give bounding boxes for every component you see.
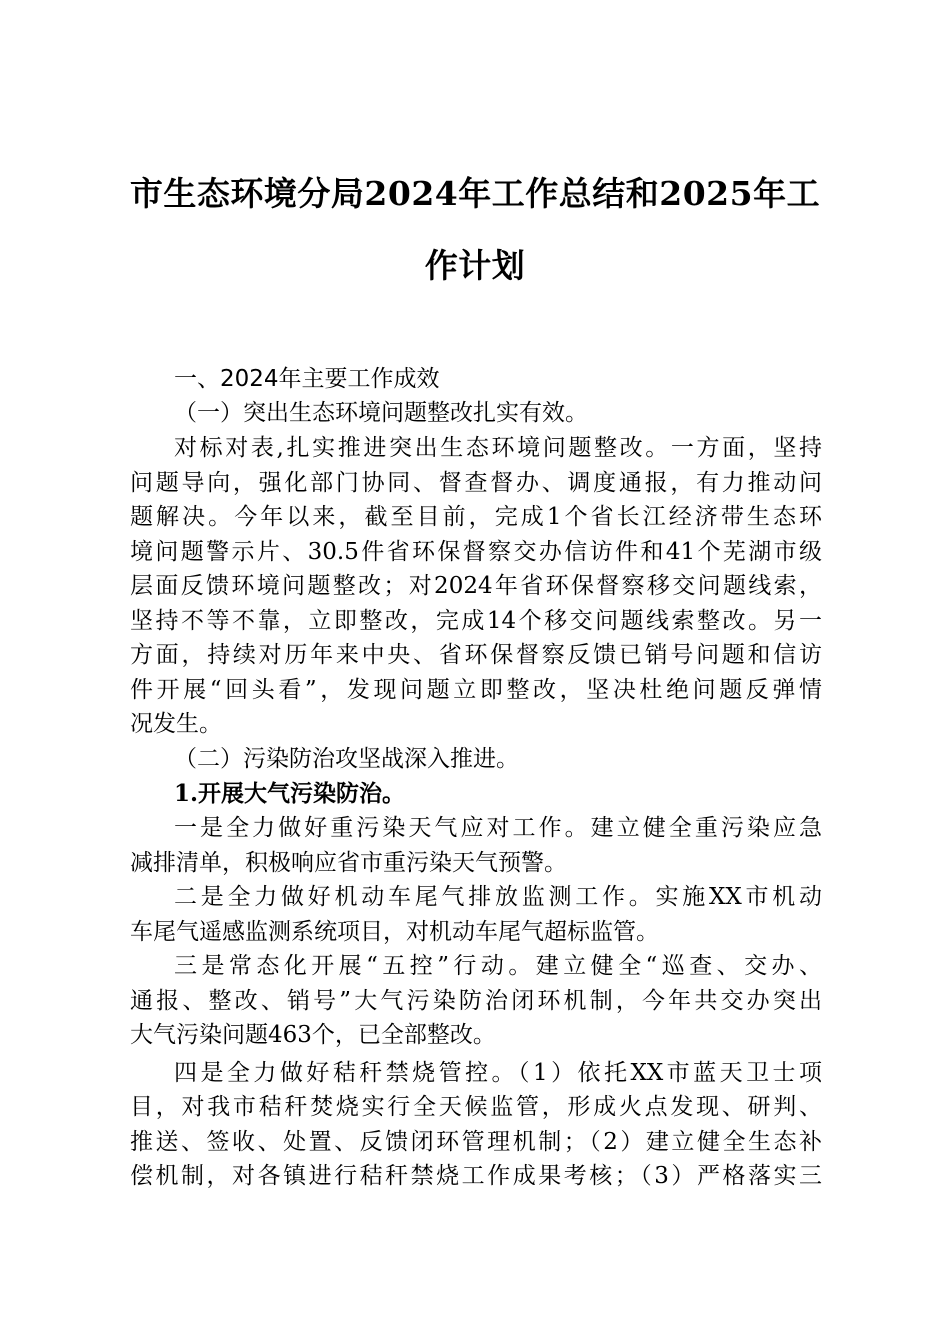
- paragraph-line: 坚持不等不靠，立即整改，完成14个移交问题线索整改。另一: [130, 608, 822, 634]
- subsection-heading-2: （二）污染防治攻坚战深入推进。: [174, 746, 519, 772]
- paragraph-line: 二是全力做好机动车尾气排放监测工作。实施XX市机动: [174, 884, 822, 910]
- item-heading-1: 1.开展大气污染防治。: [174, 780, 406, 807]
- paragraph-line: 四是全力做好秸秆禁烧管控。（1）依托XX市蓝天卫士项: [174, 1060, 822, 1086]
- paragraph-line: 层面反馈环境问题整改；对2024年省环保督察移交问题线索，: [130, 573, 822, 599]
- paragraph-line: 通报、整改、销号”大气污染防治闭环机制，今年共交办突出: [130, 988, 822, 1014]
- subsection-heading-1: （一）突出生态环境问题整改扎实有效。: [174, 400, 588, 426]
- paragraph-line: 目，对我市秸秆焚烧实行全天候监管，形成火点发现、研判、: [130, 1094, 822, 1120]
- paragraph-line: 题解决。今年以来，截至目前，完成1个省长江经济带生态环: [130, 504, 822, 530]
- paragraph-line: 减排清单，积极响应省市重污染天气预警。: [130, 850, 567, 876]
- paragraph-line: 三是常态化开展“五控”行动。建立健全“巡查、交办、: [174, 953, 822, 979]
- paragraph-line: 问题导向，强化部门协同、督查督办、调度通报，有力推动问: [130, 470, 822, 496]
- paragraph-line: 况发生。: [130, 711, 222, 737]
- paragraph-line: 推送、签收、处置、反馈闭环管理机制；（2）建立健全生态补: [130, 1129, 822, 1155]
- paragraph-line: 一是全力做好重污染天气应对工作。建立健全重污染应急: [174, 815, 822, 841]
- paragraph-line: 对标对表,扎实推进突出生态环境问题整改。一方面，坚持: [174, 435, 822, 461]
- document-title-line-2: 作计划: [424, 246, 526, 285]
- paragraph-line: 偿机制，对各镇进行秸秆禁烧工作成果考核；（3）严格落实三: [130, 1163, 822, 1189]
- paragraph-line: 件开展“回头看”，发现问题立即整改，坚决杜绝问题反弹情: [130, 677, 822, 703]
- section-heading-1: 一、2024年主要工作成效: [174, 366, 440, 392]
- paragraph-line: 车尾气遥感监测系统项目，对机动车尾气超标监管。: [130, 919, 659, 945]
- document-title-line-1: 市生态环境分局2024年工作总结和2025年工: [129, 174, 821, 213]
- paragraph-line: 大气污染问题463个，已全部整改。: [130, 1022, 496, 1048]
- paragraph-line: 方面，持续对历年来中央、省环保督察反馈已销号问题和信访: [130, 642, 822, 668]
- paragraph-line: 境问题警示片、30.5件省环保督察交办信访件和41个芜湖市级: [130, 539, 822, 565]
